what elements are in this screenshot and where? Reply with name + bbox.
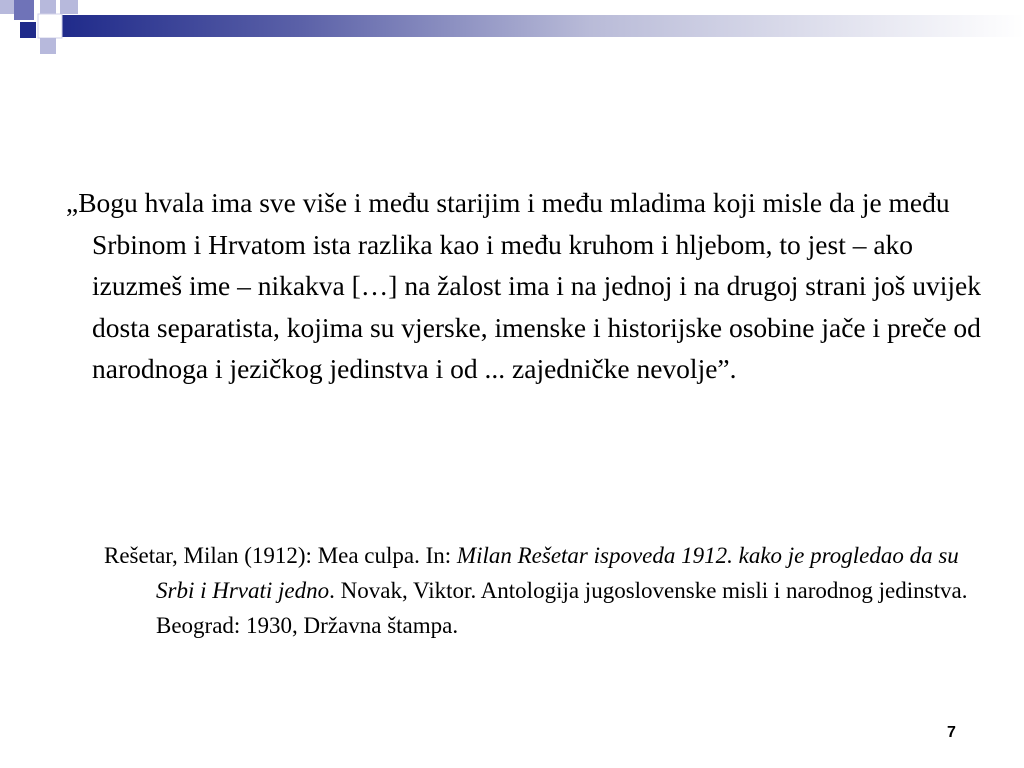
citation-title: Milan Rešetar ispoveda 1912. kako je progledao da su Srbi i Hrvati jedno <box>156 543 959 603</box>
quote-text: „Bogu hvala ima sve više i među starijim i među mladima koji misle da je među Srbinom i Hrvatom ista razlika kao i među kruhom i hljebom, to jest – ako izuzmeš ime – nikakva […] na žalost ima i na jednoj i na drugoj strani još uvijek dosta separatista, kojima su vjerske, imenske i historijske osobine jače i preče od narodnoga i jezičkog jedinstva i od ... zajedničke nevolje”. <box>66 187 981 384</box>
header-gradient-graphic <box>0 0 1024 60</box>
citation-part-1: Rešetar, Milan (1912): Mea culpa. In: <box>104 543 457 568</box>
citation <box>104 538 976 643</box>
page-number: 7 <box>947 724 956 741</box>
header-decoration <box>0 0 1024 60</box>
citation-part-2: . Novak, Viktor. Antologija jugoslovenske misli i narodnog jedinstva. Beograd: 1930, Državna štampa. <box>156 578 968 638</box>
